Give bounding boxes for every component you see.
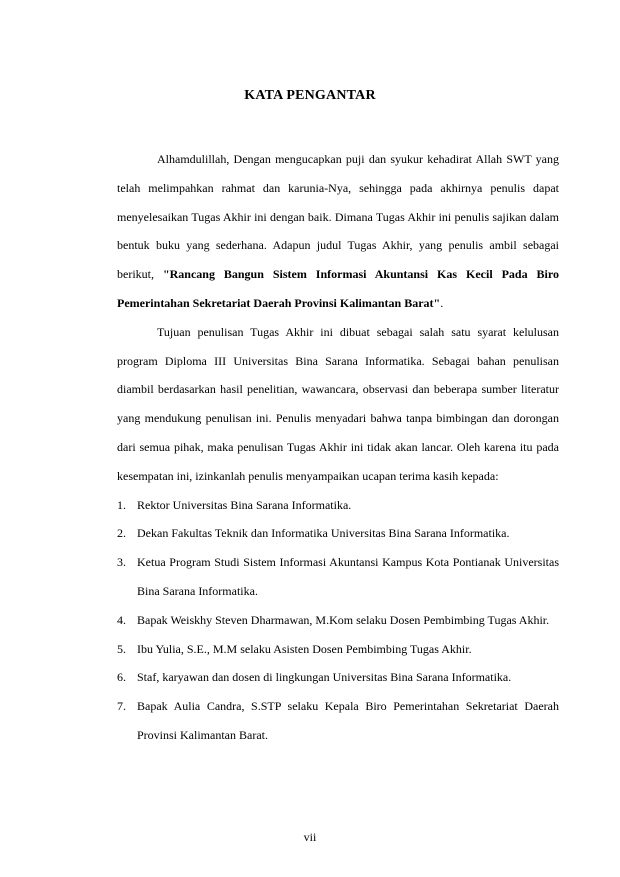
list-item-text: Rektor Universitas Bina Sarana Informatika. [137,497,352,512]
list-item-text: Ketua Program Studi Sistem Informasi Akuntansi Kampus Kota Pontianak Universitas Bina Sarana Informatika. [137,555,559,598]
list-item [117,663,559,692]
acknowledgement-list [117,491,559,750]
page-title: KATA PENGANTAR [244,88,376,103]
list-item-number: 1. [117,497,126,512]
document-body [117,145,559,750]
list-item-number: 5. [117,641,126,656]
list-item [117,692,559,750]
list-item-text: Bapak Weiskhy Steven Dharmawan, M.Kom selaku Dosen Pembimbing Tugas Akhir. [137,612,550,627]
list-item-text: Bapak Aulia Candra, S.STP selaku Kepala Biro Pemerintahan Sekretariat Daerah Provinsi Kalimantan Barat. [137,699,559,742]
list-item-text: Staf, karyawan dan dosen di lingkungan Universitas Bina Sarana Informatika. [137,670,512,685]
list-item-number: 7. [117,699,126,714]
list-item-number: 6. [117,670,126,685]
list-item-text: Dekan Fakultas Teknik dan Informatika Universitas Bina Sarana Informatika. [137,526,510,541]
list-item-number: 2. [117,526,126,541]
list-item [117,635,559,664]
paragraph-purpose: Tujuan penulisan Tugas Akhir ini dibuat sebagai salah satu syarat kelulusan program Diploma III Universitas Bina Sarana Informatika. Sebagai bahan penulisan diambil berdasarkan hasil penelitian, wawancara, observasi dan beberapa sumber literatur yang mendukung penulisan ini. Penulis menyadari bahwa tanpa bimbingan dan dorongan dari semua pihak, maka penulisan Tugas Akhir ini tidak akan lancar. Oleh karena itu pada kesempatan ini, izinkanlah penulis menyampaikan ucapan terima kasih kepada: [117,324,559,483]
list-item-number: 3. [117,555,126,570]
list-item-text: Ibu Yulia, S.E., M.M selaku Asisten Dosen Pembimbing Tugas Akhir. [137,641,472,656]
list-item [117,519,559,548]
thesis-title: "Rancang Bangun Sistem Informasi Akuntansi Kas Kecil Pada Biro Pemerintahan Sekretariat Daerah Provinsi Kalimantan Barat" [117,267,559,310]
list-item [117,548,559,606]
page-number: vii [303,830,317,844]
list-item [117,491,559,520]
list-item [117,606,559,635]
paragraph-intro-text: Alhamdulillah, Dengan mengucapkan puji dan syukur kehadirat Allah SWT yang telah melimpahkan rahmat dan karunia-Nya, sehingga pada akhirnya penulis dapat menyelesaikan Tugas Akhir ini dengan baik. Dimana Tugas Akhir ini penulis sajikan dalam bentuk buku yang sederhana. Adapun judul Tugas Akhir, yang penulis ambil sebagai berikut, [117,152,559,282]
paragraph-intro [117,145,559,318]
paragraph-intro-end: . [440,295,444,310]
list-item-number: 4. [117,612,126,627]
